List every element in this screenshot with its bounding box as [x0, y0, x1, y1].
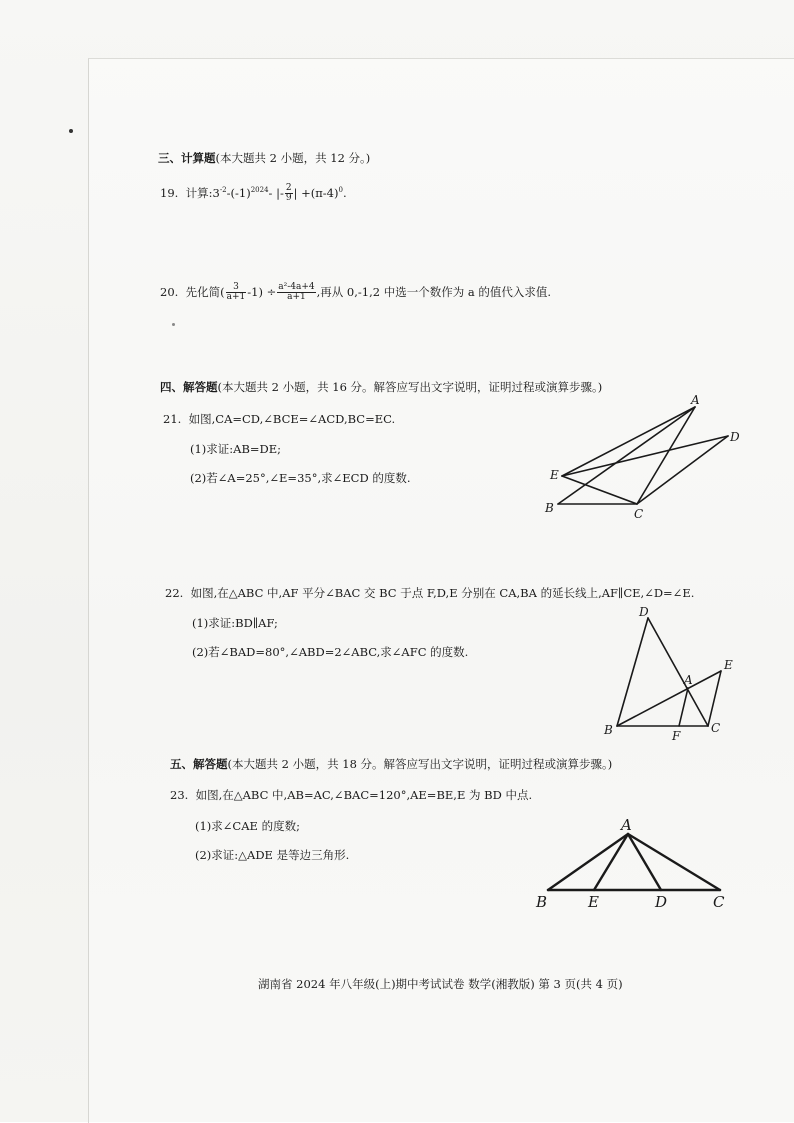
question-number: 23.	[170, 788, 189, 802]
scan-speck	[172, 323, 175, 326]
question-23-part-2: (2)求证:△ADE 是等边三角形.	[195, 848, 350, 862]
q21-stem-text: 如图,CA=CD,∠BCE=∠ACD,BC=EC.	[188, 412, 396, 426]
segment-ec	[708, 671, 721, 726]
section-note: (本大题共 2 小题，共 12 分。)	[215, 151, 371, 165]
q20-fraction-1	[226, 283, 247, 303]
point-label-a: A	[621, 816, 632, 834]
segment-ad	[628, 834, 661, 890]
question-21-part-2: (2)若∠A=25°,∠E=35°,求∠ECD 的度数.	[190, 471, 411, 485]
question-number: 20.	[160, 284, 179, 299]
section-title: 三、计算题	[158, 151, 216, 165]
fraction-denominator: a+1	[226, 292, 246, 303]
q21-figure	[540, 392, 750, 522]
q20-text-2: -1) ÷	[247, 284, 277, 299]
point-label-c: C	[711, 721, 721, 735]
segment-ac	[628, 834, 720, 890]
q20-fraction-2	[277, 283, 315, 303]
q19-end: .	[342, 185, 347, 200]
question-20	[160, 283, 551, 303]
fraction-denominator: 9	[285, 193, 292, 204]
q19-abs-open: - |	[268, 185, 280, 200]
question-21-stem	[163, 412, 395, 426]
section-title: 四、解答题	[160, 380, 218, 394]
question-number: 22.	[165, 586, 184, 600]
segment-be	[617, 671, 721, 726]
section-note: (本大题共 2 小题，共 18 分。解答应写出文字说明，证明过程或演算步骤。)	[227, 757, 613, 771]
q20-text-3: ,再从 0,-1,2 中选一个数作为 a 的值代入求值.	[316, 284, 552, 299]
point-label-b: B	[545, 501, 554, 515]
fraction-denominator: a+1	[287, 292, 306, 303]
page-footer: 湖南省 2024 年八年级(上)期中考试试卷 数学(湘教版) 第 3 页(共 4 页)	[258, 977, 623, 991]
section-3-heading	[158, 151, 370, 165]
question-number: 19.	[160, 185, 179, 200]
q23-stem-text: 如图,在△ABC 中,AB=AC,∠BAC=120°,AE=BE,E 为 BD 中点.	[195, 788, 533, 802]
segment-dc	[648, 618, 708, 726]
question-23-part-1: (1)求∠CAE 的度数;	[195, 819, 300, 833]
segment-af	[679, 688, 688, 726]
q19-exp2: 2024	[250, 186, 269, 195]
point-label-c: C	[713, 893, 725, 911]
section-note: (本大题共 2 小题，共 16 分。解答应写出文字说明，证明过程或演算步骤。)	[217, 380, 603, 394]
question-22-part-1: (1)求证:BD∥AF;	[192, 616, 278, 630]
point-label-a: A	[691, 393, 700, 407]
q22-stem-text: 如图,在△ABC 中,AF 平分∠BAC 交 BC 于点 F,D,E 分别在 CA,BA 的延长线上,AF∥CE,∠D=∠E.	[190, 586, 695, 600]
scan-speck	[69, 129, 73, 133]
q20-text-1: 先化简(	[185, 284, 225, 299]
q19-base: 3	[212, 185, 220, 200]
point-label-c: C	[634, 507, 644, 521]
fraction-numerator: a²-4a+4	[278, 282, 315, 292]
point-label-f: F	[672, 729, 681, 743]
q19-mid: -(-1)	[226, 185, 251, 200]
section-title: 五、解答题	[170, 757, 228, 771]
point-label-b: B	[604, 723, 613, 737]
segment-ba	[558, 407, 695, 504]
point-label-d: D	[655, 893, 668, 911]
segment-ae	[594, 834, 628, 890]
segment-ab	[548, 834, 628, 890]
q19-tail-exp: 0	[338, 186, 343, 195]
question-22-part-2: (2)若∠BAD=80°,∠ABD=2∠ABC,求∠AFC 的度数.	[192, 645, 469, 659]
question-19	[160, 184, 347, 204]
point-label-a: A	[684, 673, 693, 687]
segment-bd	[617, 618, 648, 726]
point-label-e: E	[588, 893, 599, 911]
point-label-e: E	[724, 658, 733, 672]
segment-ec	[562, 476, 637, 504]
section-4-heading	[160, 380, 602, 394]
question-number: 21.	[163, 412, 182, 426]
q19-abs-close: |	[293, 185, 298, 200]
q19-tail: +(π-4)	[301, 185, 339, 200]
q19-label: 计算:	[185, 185, 213, 200]
question-21-part-1: (1)求证:AB=DE;	[190, 442, 282, 456]
section-5-heading	[170, 757, 612, 771]
q19-fraction	[285, 184, 293, 204]
point-label-d: D	[639, 605, 649, 619]
q19-neg: -	[279, 185, 284, 200]
q19-exp1: -2	[219, 186, 227, 195]
fraction-numerator: 3	[226, 283, 247, 293]
q23-figure	[530, 812, 740, 912]
point-label-b: B	[536, 893, 548, 911]
fraction-numerator: 2	[285, 183, 292, 193]
q22-figure	[590, 598, 750, 748]
point-label-e: E	[550, 468, 559, 482]
question-23-stem	[170, 788, 532, 802]
point-label-d: D	[730, 430, 740, 444]
